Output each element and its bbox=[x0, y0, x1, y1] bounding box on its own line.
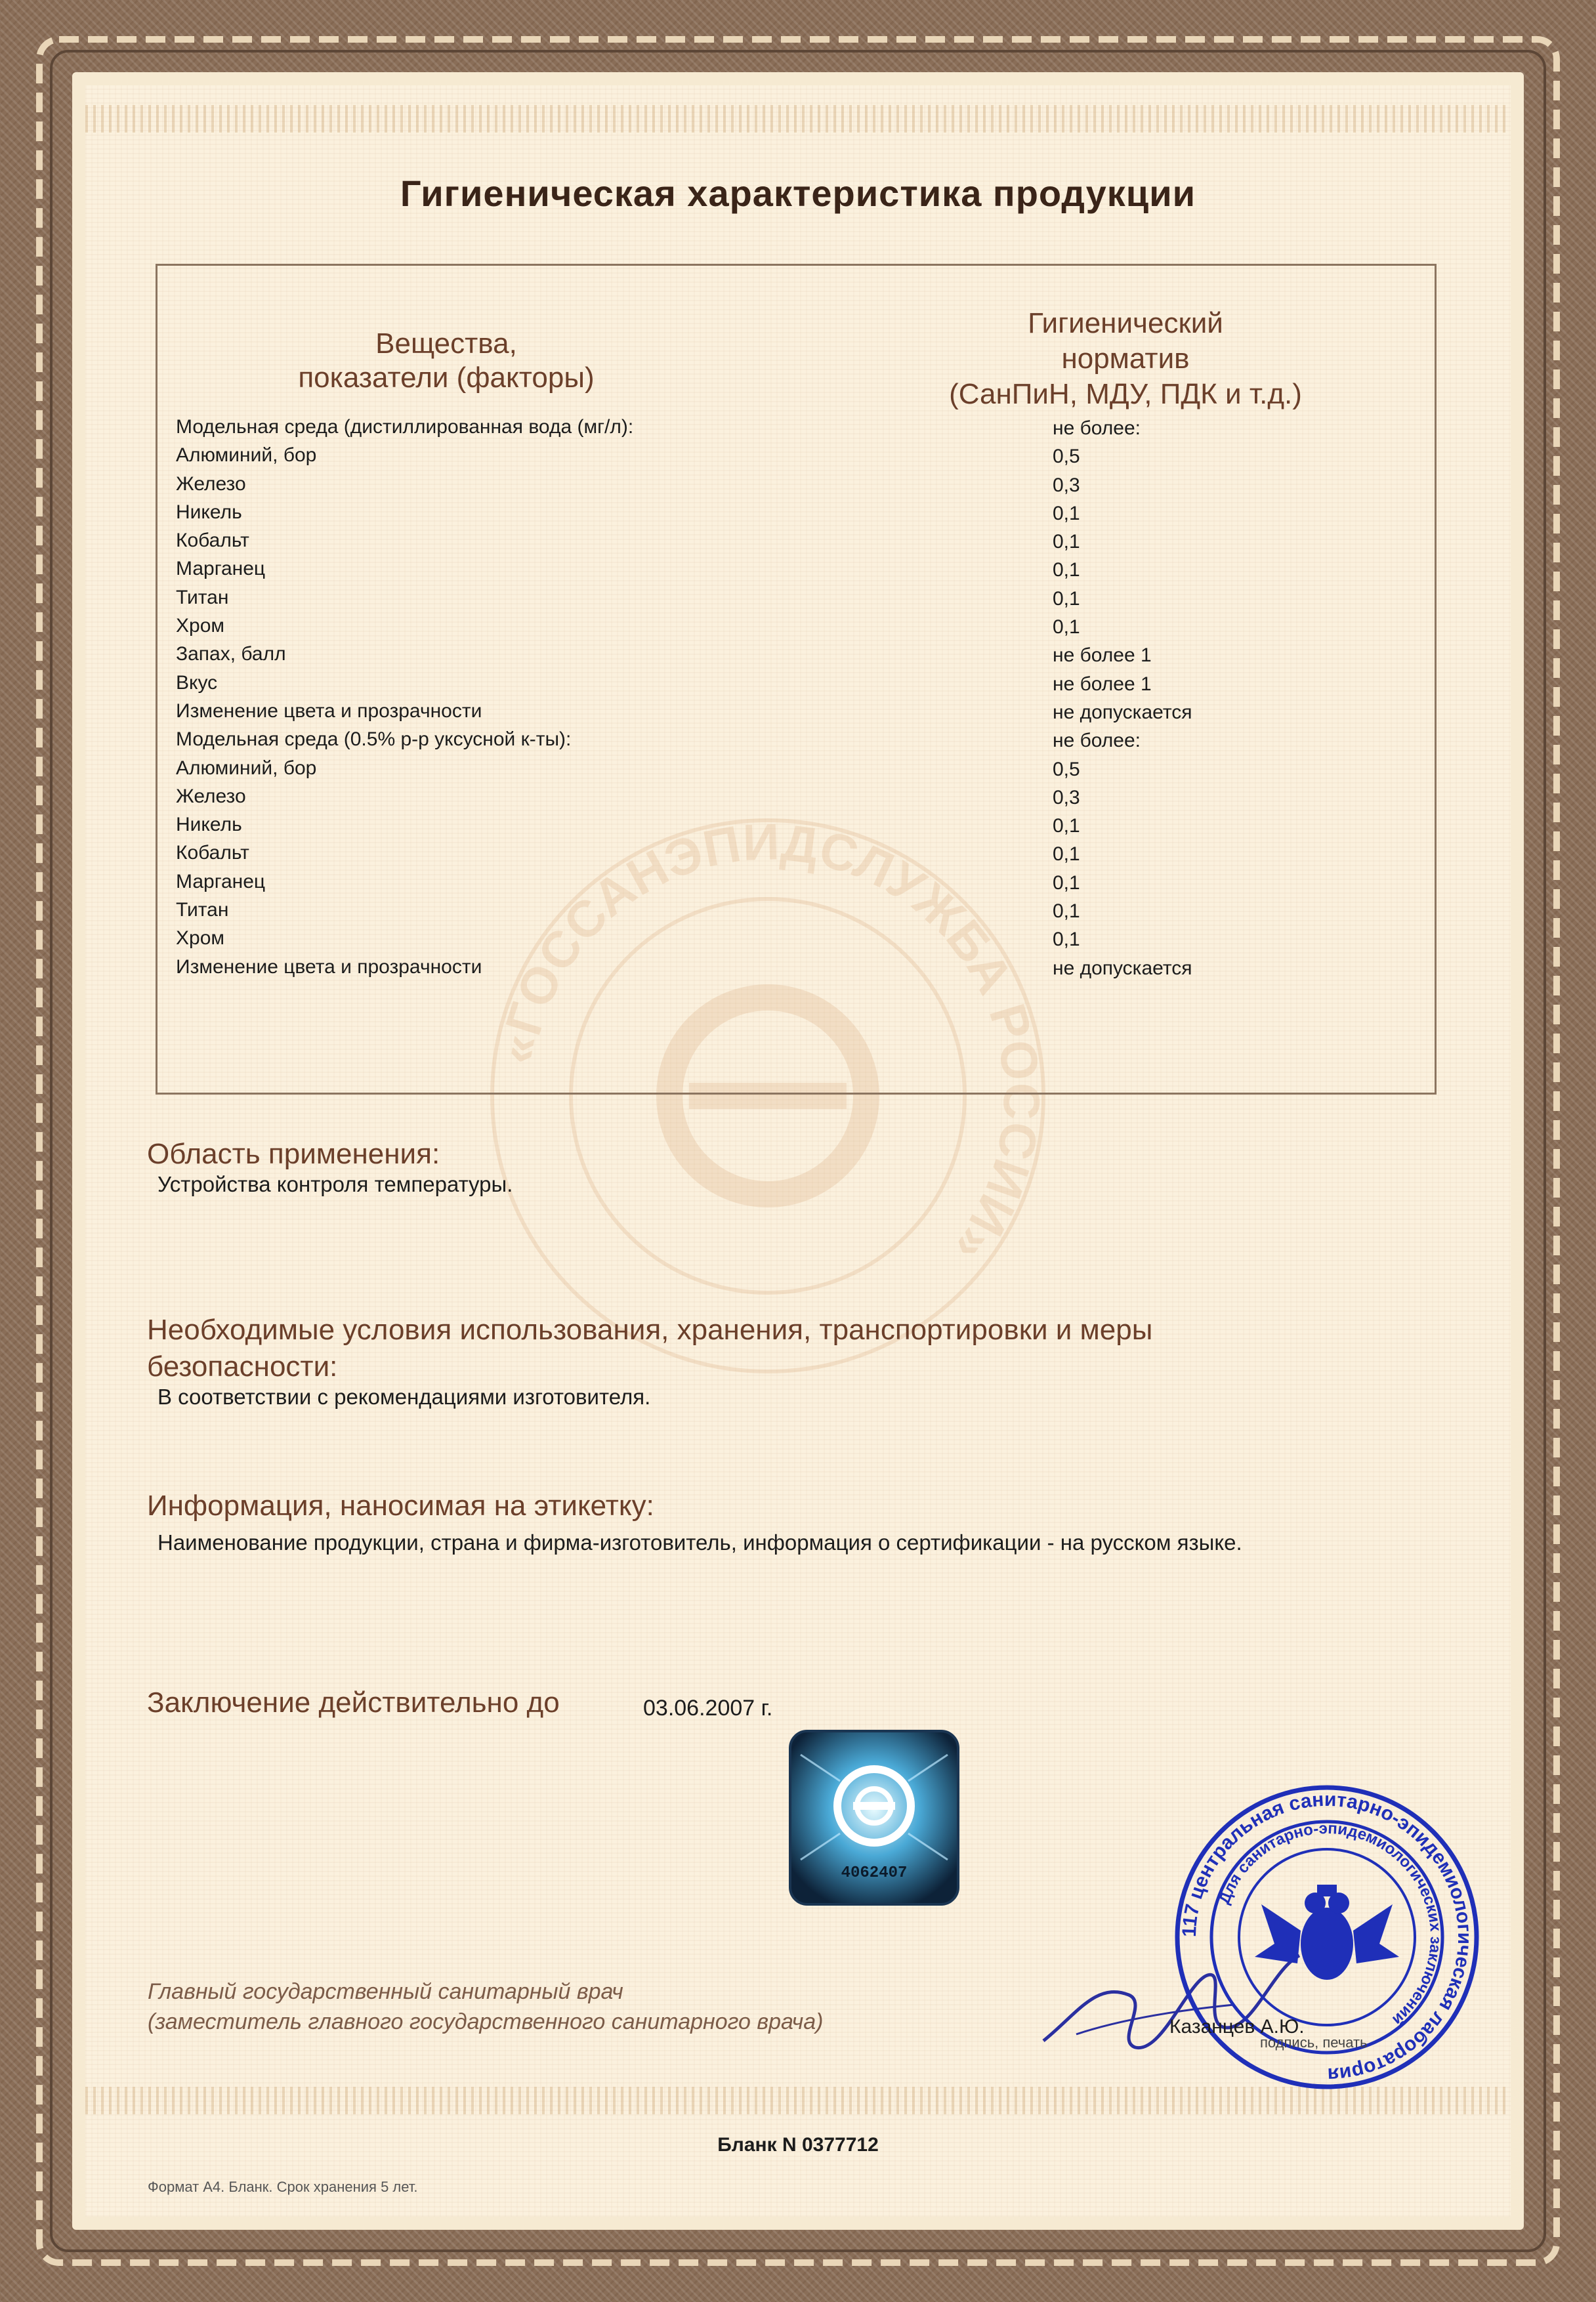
norm-cell: 0,5 bbox=[1053, 446, 1080, 468]
table-row bbox=[176, 558, 1226, 586]
table-row bbox=[176, 530, 1226, 558]
stamp-inner-text: Для санитарно-эпидемиологических заключений bbox=[1215, 1819, 1445, 2029]
conditions-label-line-1: Необходимые условия использования, хранения, транспортировки и меры bbox=[147, 1314, 1153, 1346]
substance-cell: Хром bbox=[176, 927, 225, 950]
norm-cell: не более 1 bbox=[1053, 673, 1152, 695]
substance-cell: Никель bbox=[176, 814, 242, 836]
substance-cell: Кобальт bbox=[176, 530, 249, 552]
substance-cell: Титан bbox=[176, 586, 229, 608]
signer-title bbox=[148, 1977, 824, 2037]
substance-cell: Хром bbox=[176, 615, 225, 637]
scope-label: Область применения: bbox=[147, 1138, 440, 1170]
table-row bbox=[176, 927, 1226, 955]
signer-line-1: Главный государственный санитарный врач bbox=[148, 1979, 623, 2004]
table-row bbox=[176, 700, 1226, 728]
substance-cell: Изменение цвета и прозрачности bbox=[176, 700, 482, 722]
norm-cell: 0,1 bbox=[1053, 815, 1080, 837]
header-left-line-1: Вещества, bbox=[375, 327, 517, 360]
blank-number: Бланк N 0377712 bbox=[717, 2134, 879, 2156]
table-row bbox=[176, 785, 1226, 814]
header-right-line-2: норматив bbox=[1061, 343, 1190, 375]
norm-cell: не более: bbox=[1053, 417, 1141, 439]
norm-cell: не более 1 bbox=[1053, 644, 1152, 667]
signature-caption: подпись, печать bbox=[1260, 2034, 1368, 2051]
top-ornament-band bbox=[85, 105, 1511, 133]
norm-cell: 0,1 bbox=[1053, 929, 1080, 951]
substance-cell: Модельная среда (дистиллированная вода (мг/л): bbox=[176, 416, 634, 438]
label-info-text: Наименование продукции, страна и фирма-изготовитель, информация о сертификации - на русском языке. bbox=[158, 1530, 1242, 1555]
substances-column-header bbox=[184, 327, 709, 395]
signer-line-2: (заместитель главного государственного санитарного врача) bbox=[148, 2009, 824, 2034]
format-footnote: Формат А4. Бланк. Срок хранения 5 лет. bbox=[148, 2179, 418, 2195]
substance-cell: Изменение цвета и прозрачности bbox=[176, 955, 482, 978]
table-row bbox=[176, 672, 1226, 700]
table-row bbox=[176, 728, 1226, 757]
norm-column-header bbox=[873, 306, 1378, 412]
table-row bbox=[176, 757, 1226, 785]
table-row bbox=[176, 814, 1226, 842]
substance-cell: Марганец bbox=[176, 558, 266, 580]
validity-label: Заключение действительно до bbox=[147, 1686, 560, 1719]
header-left-line-2: показатели (факторы) bbox=[298, 362, 595, 394]
norm-cell: не более: bbox=[1053, 730, 1141, 752]
substance-cell: Вкус bbox=[176, 671, 218, 694]
table-row bbox=[176, 842, 1226, 870]
substance-cell: Марганец bbox=[176, 870, 266, 892]
label-info-label: Информация, наносимая на этикетку: bbox=[147, 1490, 654, 1522]
eagle-emblem-icon bbox=[1255, 1885, 1399, 1980]
hygiene-table-rows bbox=[176, 416, 1226, 984]
table-row bbox=[176, 615, 1226, 643]
signer-name: Казанцев А.Ю. bbox=[1169, 2016, 1305, 2038]
norm-cell: 0,1 bbox=[1053, 871, 1080, 894]
table-row bbox=[176, 899, 1226, 927]
header-right-line-3: (СанПиН, МДУ, ПДК и т.д.) bbox=[949, 378, 1302, 410]
norm-cell: 0,1 bbox=[1053, 616, 1080, 638]
norm-cell: 0,1 bbox=[1053, 843, 1080, 866]
norm-cell: 0,5 bbox=[1053, 758, 1080, 780]
norm-cell: 0,3 bbox=[1053, 474, 1080, 496]
substance-cell: Титан bbox=[176, 899, 229, 921]
substance-cell: Кобальт bbox=[176, 842, 249, 864]
table-row bbox=[176, 473, 1226, 501]
norm-cell: 0,1 bbox=[1053, 900, 1080, 923]
table-row bbox=[176, 871, 1226, 899]
substance-cell: Железо bbox=[176, 785, 246, 807]
table-row bbox=[176, 444, 1226, 472]
norm-cell: 0,1 bbox=[1053, 587, 1080, 610]
substance-cell: Никель bbox=[176, 501, 242, 523]
header-right-line-1: Гигиенический bbox=[1028, 307, 1223, 339]
table-row bbox=[176, 587, 1226, 615]
validity-date: 03.06.2007 г. bbox=[643, 1696, 773, 1721]
conditions-label-line-2: безопасности: bbox=[147, 1350, 338, 1383]
norm-cell: 0,3 bbox=[1053, 786, 1080, 808]
substance-cell: Алюминий, бор bbox=[176, 757, 317, 779]
conditions-text: В соответствии с рекомендациями изготовителя. bbox=[158, 1385, 651, 1409]
substance-cell: Модельная среда (0.5% р-р уксусной к-ты): bbox=[176, 728, 572, 751]
stamp-outer-text: 117 центральная санитарно-эпидемиологическая лаборатория bbox=[1178, 1788, 1476, 2086]
substance-cell: Железо bbox=[176, 472, 246, 495]
table-row bbox=[176, 416, 1226, 444]
substance-cell: Запах, балл bbox=[176, 643, 286, 665]
norm-cell: 0,1 bbox=[1053, 559, 1080, 581]
substance-cell: Алюминий, бор bbox=[176, 444, 317, 467]
norm-cell: 0,1 bbox=[1053, 531, 1080, 553]
watermark-text: «ГОССАНЭПИДСЛУЖБА РОССИИ» bbox=[487, 812, 1051, 1274]
hologram-number: 4062407 bbox=[841, 1864, 908, 1882]
norm-cell: не допускается bbox=[1053, 701, 1192, 723]
table-row bbox=[176, 501, 1226, 530]
document-title: Гигиеническая характеристика продукции bbox=[400, 173, 1196, 214]
table-row bbox=[176, 956, 1226, 984]
hologram-sticker bbox=[788, 1728, 961, 1907]
scope-text: Устройства контроля температуры. bbox=[158, 1172, 513, 1196]
norm-cell: 0,1 bbox=[1053, 502, 1080, 524]
table-row bbox=[176, 643, 1226, 671]
norm-cell: не допускается bbox=[1053, 957, 1192, 979]
